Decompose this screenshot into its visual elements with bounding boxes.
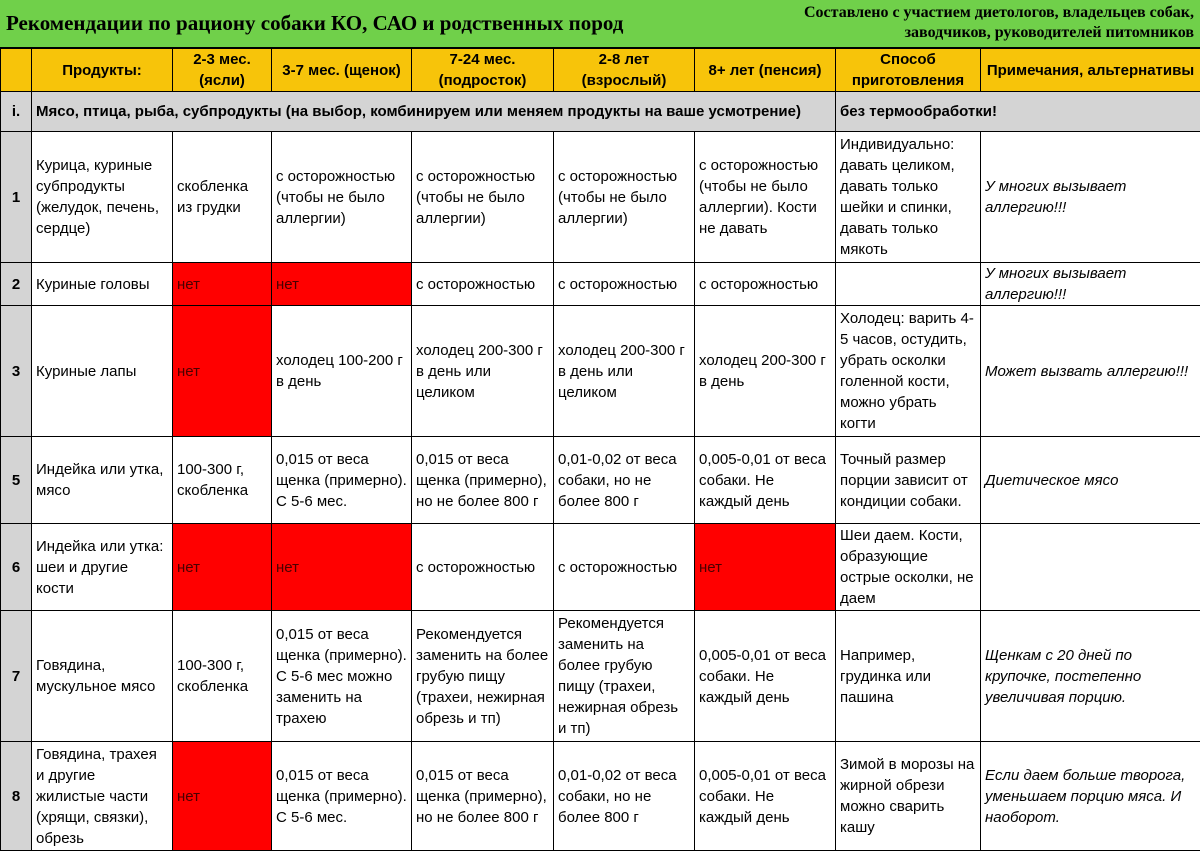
cell-age-7-24m: Рекомендуется заменить на более грубую пищу (трахеи, нежирная обрезь и тп) <box>412 611 554 742</box>
cell-age-2-3m: 100-300 г, скобленка <box>173 437 272 524</box>
section-label: Мясо, птица, рыба, субпродукты (на выбор, комбинируем или меняем продукты на ваше усмотрение) <box>32 92 836 132</box>
cell-age-3-7m: холодец 100-200 г в день <box>272 306 412 437</box>
cell-age-8y-plus: 0,005-0,01 от веса собаки. Не каждый день <box>695 611 836 742</box>
cell-notes: Может вызвать аллергию!!! <box>981 306 1200 437</box>
cell-age-3-7m: 0,015 от веса щенка (примерно). С 5-6 мес можно заменить на трахею <box>272 611 412 742</box>
section-row <box>1 92 1200 132</box>
section-num: i. <box>1 92 32 132</box>
row-number: 1 <box>1 132 32 263</box>
cell-age-2-3m: скобленка из грудки <box>173 132 272 263</box>
cell-age-7-24m: 0,015 от веса щенка (примерно), но не более 800 г <box>412 437 554 524</box>
cell-age-3-7m: 0,015 от веса щенка (примерно). С 5-6 мес. <box>272 437 412 524</box>
cell-product: Говядина, трахея и другие жилистые части (хрящи, связки), обрезь <box>32 742 173 851</box>
header-age-8y-plus: 8+ лет (пенсия) <box>695 49 836 92</box>
cell-product: Куриные лапы <box>32 306 173 437</box>
cell-product: Индейка или утка: шеи и другие кости <box>32 524 173 611</box>
cell-age-8y-plus: 0,005-0,01 от веса собаки. Не каждый день <box>695 437 836 524</box>
cell-age-2-3m: нет <box>173 742 272 851</box>
header-method: Способ приготовления <box>836 49 981 92</box>
cell-product: Говядина, мускульное мясо <box>32 611 173 742</box>
header-row <box>1 49 1200 92</box>
cell-method: Зимой в морозы на жирной обрези можно сварить кашу <box>836 742 981 851</box>
cell-product: Индейка или утка, мясо <box>32 437 173 524</box>
header-num <box>1 49 32 92</box>
cell-method: Точный размер порции зависит от кондиции собаки. <box>836 437 981 524</box>
cell-method: Например, грудинка или пашина <box>836 611 981 742</box>
cell-notes: Диетическое мясо <box>981 437 1200 524</box>
cell-age-3-7m: 0,015 от веса щенка (примерно). С 5-6 мес. <box>272 742 412 851</box>
table-row <box>1 742 1200 851</box>
cell-age-7-24m: с осторожностью (чтобы не было аллергии) <box>412 132 554 263</box>
cell-age-2-8y: холодец 200-300 г в день или целиком <box>554 306 695 437</box>
cell-age-2-3m: нет <box>173 524 272 611</box>
row-number: 8 <box>1 742 32 851</box>
cell-age-2-8y: 0,01-0,02 от веса собаки, но не более 800 г <box>554 437 695 524</box>
cell-age-2-3m: нет <box>173 306 272 437</box>
cell-age-8y-plus: с осторожностью (чтобы не было аллергии). Кости не давать <box>695 132 836 263</box>
row-number: 3 <box>1 306 32 437</box>
header-age-3-7m: 3-7 мес. (щенок) <box>272 49 412 92</box>
cell-age-7-24m: 0,015 от веса щенка (примерно), но не более 800 г <box>412 742 554 851</box>
header-products: Продукты: <box>32 49 173 92</box>
cell-method: Шеи даем. Кости, образующие острые осколки, не даем <box>836 524 981 611</box>
cell-method <box>836 263 981 306</box>
header-age-2-8y: 2-8 лет (взрослый) <box>554 49 695 92</box>
page-title: Рекомендации по рациону собаки КО, САО и родственных пород <box>6 11 624 35</box>
diet-table <box>0 48 1200 851</box>
cell-method: Индивидуально: давать целиком, давать только шейки и спинки, давать только мякоть <box>836 132 981 263</box>
table-row <box>1 611 1200 742</box>
cell-age-2-8y: 0,01-0,02 от веса собаки, но не более 800 г <box>554 742 695 851</box>
cell-notes: У многих вызывает аллергию!!! <box>981 132 1200 263</box>
cell-age-3-7m: нет <box>272 524 412 611</box>
header-age-7-24m: 7-24 мес. (подросток) <box>412 49 554 92</box>
cell-age-8y-plus: нет <box>695 524 836 611</box>
table-row <box>1 306 1200 437</box>
cell-age-2-8y: с осторожностью (чтобы не было аллергии) <box>554 132 695 263</box>
section-method: без термообработки! <box>836 92 1200 132</box>
credits-line-1: Составлено с участием диетологов, владельцев собак, <box>804 4 1194 21</box>
credits-line-2: заводчиков, руководителей питомников <box>904 24 1194 41</box>
cell-age-2-3m: 100-300 г, скобленка <box>173 611 272 742</box>
cell-age-8y-plus: 0,005-0,01 от веса собаки. Не каждый день <box>695 742 836 851</box>
cell-notes: У многих вызывает аллергию!!! <box>981 263 1200 306</box>
row-number: 5 <box>1 437 32 524</box>
cell-age-2-8y: с осторожностью <box>554 263 695 306</box>
row-number: 2 <box>1 263 32 306</box>
row-number: 7 <box>1 611 32 742</box>
cell-notes: Щенкам с 20 дней по крупочке, постепенно увеличивая порцию. <box>981 611 1200 742</box>
title-banner <box>0 0 1200 48</box>
cell-age-7-24m: с осторожностью <box>412 263 554 306</box>
cell-notes <box>981 524 1200 611</box>
header-age-2-3m: 2-3 мес. (ясли) <box>173 49 272 92</box>
cell-notes: Если даем больше творога, уменьшаем порцию мяса. И наоборот. <box>981 742 1200 851</box>
table-row <box>1 132 1200 263</box>
cell-method: Холодец: варить 4-5 часов, остудить, убрать осколки голенной кости, можно убрать когти <box>836 306 981 437</box>
cell-product: Куриные головы <box>32 263 173 306</box>
cell-age-7-24m: холодец 200-300 г в день или целиком <box>412 306 554 437</box>
header-notes: Примечания, альтернативы <box>981 49 1200 92</box>
cell-age-8y-plus: с осторожностью <box>695 263 836 306</box>
cell-age-8y-plus: холодец 200-300 г в день <box>695 306 836 437</box>
cell-age-2-8y: Рекомендуется заменить на более грубую пищу (трахеи, нежирная обрезь и тп) <box>554 611 695 742</box>
cell-age-7-24m: с осторожностью <box>412 524 554 611</box>
table-row <box>1 524 1200 611</box>
table-row <box>1 437 1200 524</box>
table-row <box>1 263 1200 306</box>
row-number: 6 <box>1 524 32 611</box>
cell-age-3-7m: нет <box>272 263 412 306</box>
credits <box>724 3 1194 43</box>
cell-age-2-3m: нет <box>173 263 272 306</box>
cell-age-3-7m: с осторожностью (чтобы не было аллергии) <box>272 132 412 263</box>
cell-product: Курица, куриные субпродукты (желудок, печень, сердце) <box>32 132 173 263</box>
cell-age-2-8y: с осторожностью <box>554 524 695 611</box>
